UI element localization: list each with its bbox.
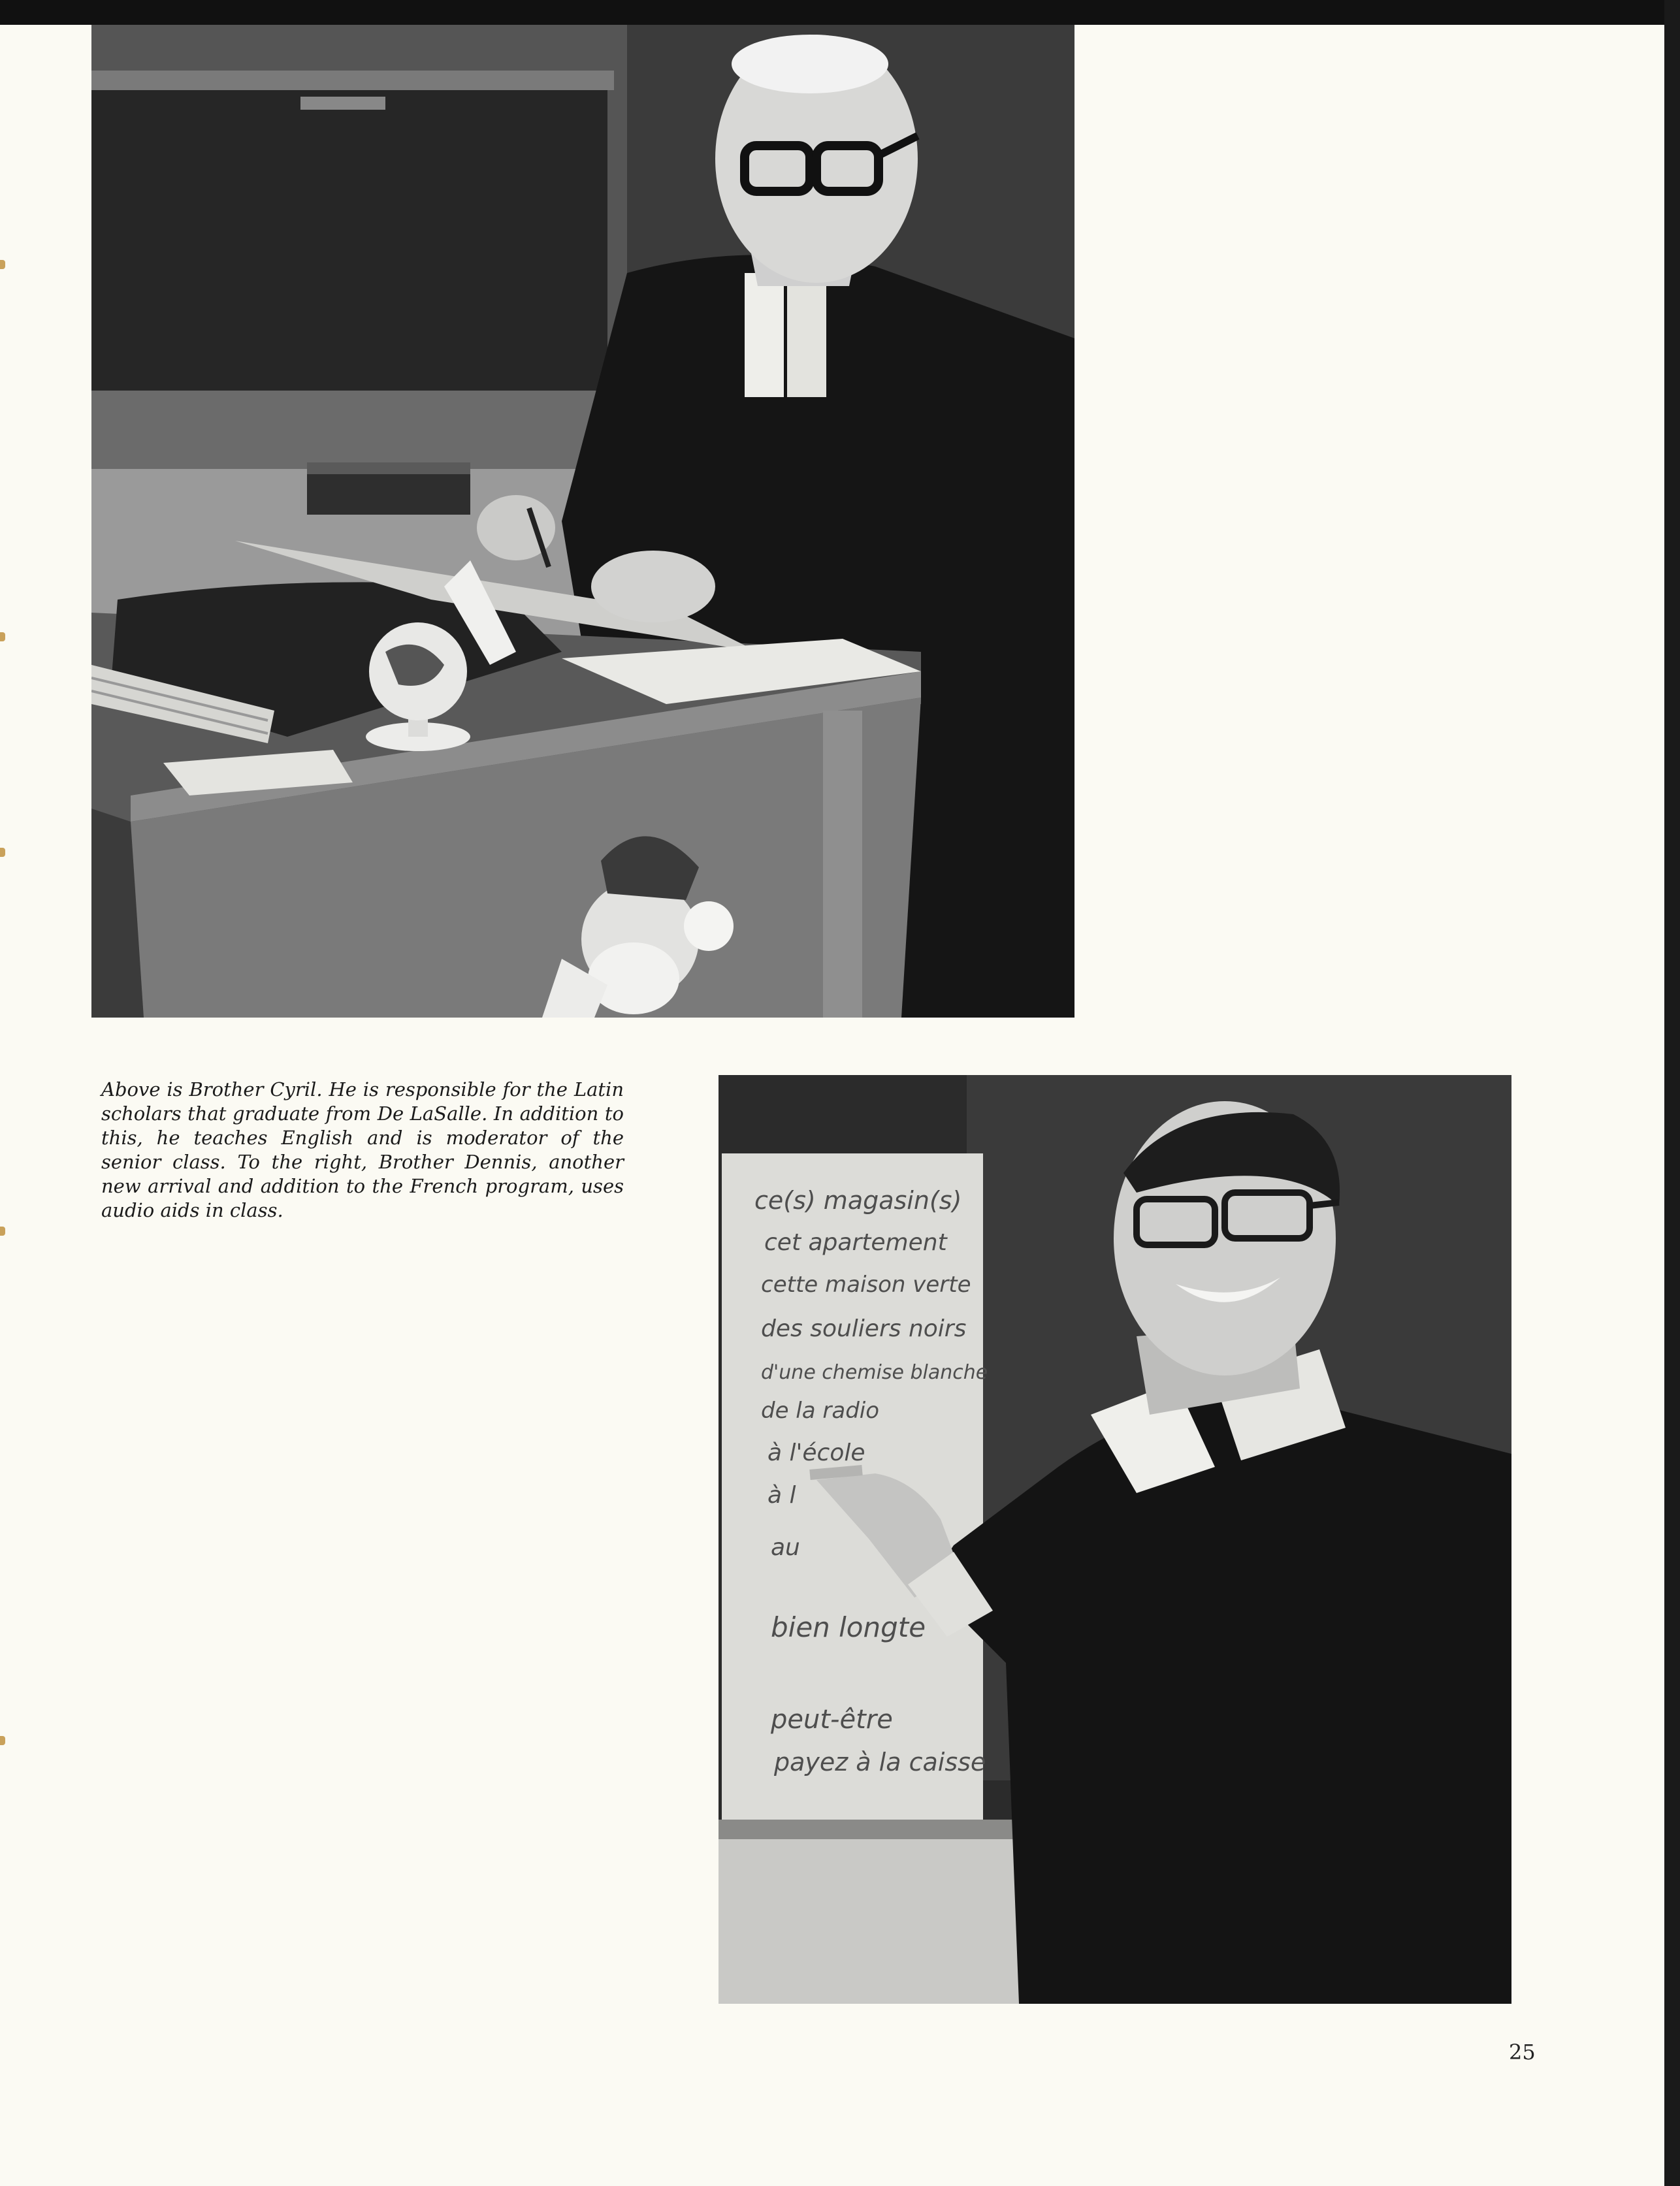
binder-hole-mark: [0, 848, 5, 857]
board-line: peut-être: [771, 1705, 893, 1735]
board-line: de la radio: [761, 1398, 880, 1424]
board-line: ce(s) magasin(s): [754, 1186, 962, 1215]
board-line: payez à la caisse: [774, 1748, 986, 1776]
photo-brother-cyril: [91, 25, 1074, 1018]
board-line: à l: [767, 1482, 796, 1509]
scan-edge: [1664, 0, 1680, 2186]
photo-caption: Above is Brother Cyril. He is responsible for the Latin scholars that graduate from De LaSalle. In addition to this, he teaches English and is moderator of the senior class. To the right, Brother Dennis, another new arrival and addition to the French program, uses audio aids in class.: [101, 1078, 624, 1221]
binder-hole-mark: [0, 1227, 5, 1236]
board-line: au: [771, 1534, 800, 1561]
board-line: des souliers noirs: [761, 1315, 967, 1342]
binder-hole-mark: [0, 1736, 5, 1745]
board-line: cet apartement: [764, 1229, 947, 1256]
page-number: 25: [1509, 2040, 1536, 2065]
photo-brother-cyril-image: [91, 25, 1074, 1018]
photo-brother-dennis-image: [719, 1075, 1511, 2004]
board-line: d'une chemise blanche: [761, 1361, 988, 1384]
board-line: cette maison verte: [761, 1272, 971, 1298]
yearbook-page: [0, 25, 1664, 2186]
board-line: à l'école: [767, 1439, 865, 1466]
board-line: bien longte: [771, 1611, 926, 1643]
photo-brother-dennis: [719, 1075, 1511, 2004]
binder-hole-mark: [0, 260, 5, 269]
binder-hole-mark: [0, 632, 5, 641]
